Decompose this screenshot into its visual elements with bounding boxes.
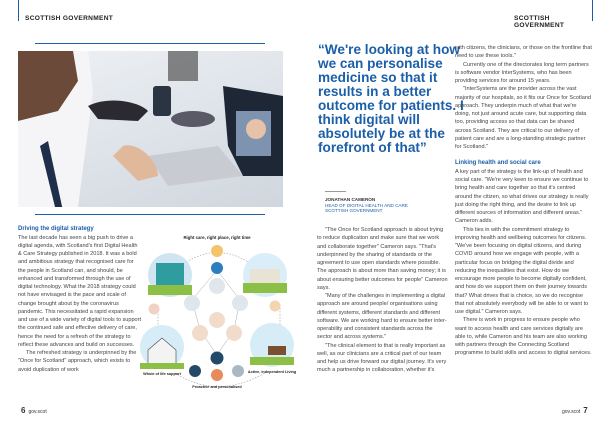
person-avatar — [184, 295, 200, 311]
tablet-icon — [211, 369, 223, 381]
footer-site: gov.scot — [28, 409, 47, 415]
pill-icon — [211, 245, 223, 257]
infographic-label-bottom: Proactive and personalised — [192, 385, 242, 389]
quote-attribution — [325, 197, 408, 214]
cloud-heart-icon — [211, 262, 223, 274]
person-avatar — [226, 325, 242, 341]
middle-column — [317, 226, 449, 375]
person-avatar — [192, 325, 208, 341]
header-left: SCOTTISH GOVERNMENT — [25, 15, 114, 22]
watch-icon — [232, 365, 244, 377]
paragraph: A key part of the strategy is the link-up of health and social care. "We're very keen to ensure we continue to bring health and care together so that it's centred around the citizen, so what drives our strategy is really just doing the right thing, and the desire to link up different sources of information and different areas." Cameron adds. — [455, 168, 589, 225]
section-heading: Linking health and social care — [455, 160, 541, 167]
laptop-icon — [189, 365, 201, 377]
quote-name: JONATHAN CAMERON — [325, 197, 376, 202]
header-rule-right — [592, 0, 593, 21]
footer-left — [18, 406, 47, 415]
clipboard-icon — [270, 301, 281, 312]
page-number: 7 — [583, 406, 588, 415]
person-avatar — [232, 295, 248, 311]
quote-org: SCOTTISH GOVERNMENT — [325, 208, 383, 214]
paragraph: The last decade has seen a big push to drive a digital agenda, with Scotland's first Digital Health & Care Strategy published in 2018. It was a bold and ambitious strategy that recognised care for the people in Scotland can, and should, be enhanced and transformed through the use of digital technology. What the 2018 strategy could not have envisaged is the pace and scale of change brought about by the coronavirus pandemic. This necessitated a rapid expansion and use of a wide variety of digital tools to support the continued safe and effective delivery of care, hence the need for a refresh of the strategy to reflect these advances and build on successes. — [18, 234, 142, 348]
pull-quote: “We're looking at how we can personalise medicine so that it results in a better outcome for patients. I think digital will absolutely be at the forefront of that” — [318, 42, 464, 155]
paragraph: Currently one of the directorates long term partners is software vendor InterSystems, who has been providing services for around 15 years. — [455, 61, 589, 84]
paragraph: The refreshed strategy is underpinned by the "Once for Scotland" approach, which exists to avoid duplication of work — [18, 350, 137, 373]
page-number: 6 — [21, 406, 26, 415]
section-heading: Driving the digital strategy — [18, 226, 94, 232]
infographic-label-left: Whole of life support — [143, 372, 181, 376]
footer-right — [562, 406, 591, 415]
infographic-label-top: Right care, right place, right time — [183, 235, 251, 240]
cloud-sync-icon — [211, 352, 224, 365]
paragraph: There is work in progress to ensure people who want to access health and care services digitally are able to, while Cameron and his team are also working with partners through the Connecting Scotland programme to build skills and access to digital services. — [455, 317, 592, 357]
right-column — [455, 44, 592, 358]
photo-frame-bottom — [35, 214, 265, 215]
quote-title: HEAD OF DIGITAL HEALTH AND CARE — [325, 202, 408, 208]
left-column — [18, 225, 142, 374]
paragraph: "Many of the challenges in implementing a digital approach are around people/ organisations using different systems, different standards and different software. We are working hard to ensure better inter-operability and consistent standards across the sector and across systems." — [317, 293, 447, 341]
paragraph: with citizens, the clinicians, or those on the frontline that need to use these tools." — [455, 45, 592, 60]
infographic-label-right: Active, independent Living — [247, 370, 297, 374]
paragraph: This ties in with the commitment strategy to improving health and wellbeing outcomes for citizens. "We've been focusing on digital citizens, and during COVID around how we engage with people, with a particular focus on bridging the digital divide and reducing the inequalities that exist. How do we encourage more people to become digitally confident, and how do we support them on their journey towards that? What drives that is choice, so we do recognise that not absolutely everybody will be able to or want to use digital." Cameron says. — [455, 226, 589, 315]
doctor-laptop-photo — [18, 51, 283, 207]
care-infographic — [140, 225, 302, 400]
header-rule-left — [18, 0, 19, 21]
header-right: SCOTTISH GOVERNMENT — [514, 15, 565, 29]
person-avatar — [209, 278, 225, 294]
paragraph: "InterSystems are the provider across the vast majority of our hospitals, so it fits our Once for Scotland approach. They underpin much of what that we're doing, not just around acute care, but supporting data too, providing access so that data can be shared across Scotland. They are critical to our delivery of patient care and are a long-standing strategic partner for Scotland." — [455, 86, 591, 150]
quote-divider — [325, 191, 346, 192]
footer-site: gov.scot — [562, 409, 581, 415]
person-avatar — [209, 312, 225, 328]
photo-frame-top — [35, 43, 265, 44]
heart-rate-icon — [149, 304, 160, 315]
paragraph: "The Once for Scotland approach is about trying to reduce duplication and make sure that we work and collaborate together" Cameron says. "That's underpinned by the sharing of standards or the agreement to use open standards where possible. The approach is about more than saving money; it is about ensuring better outcomes for people" Cameron says. — [317, 227, 448, 291]
paragraph: "The clinical element to that is really important as well, as our clinicians are a critical part of our team and help us drive forward our digital journey. It's very much a partnership in collaboration, whether it's — [317, 342, 447, 374]
